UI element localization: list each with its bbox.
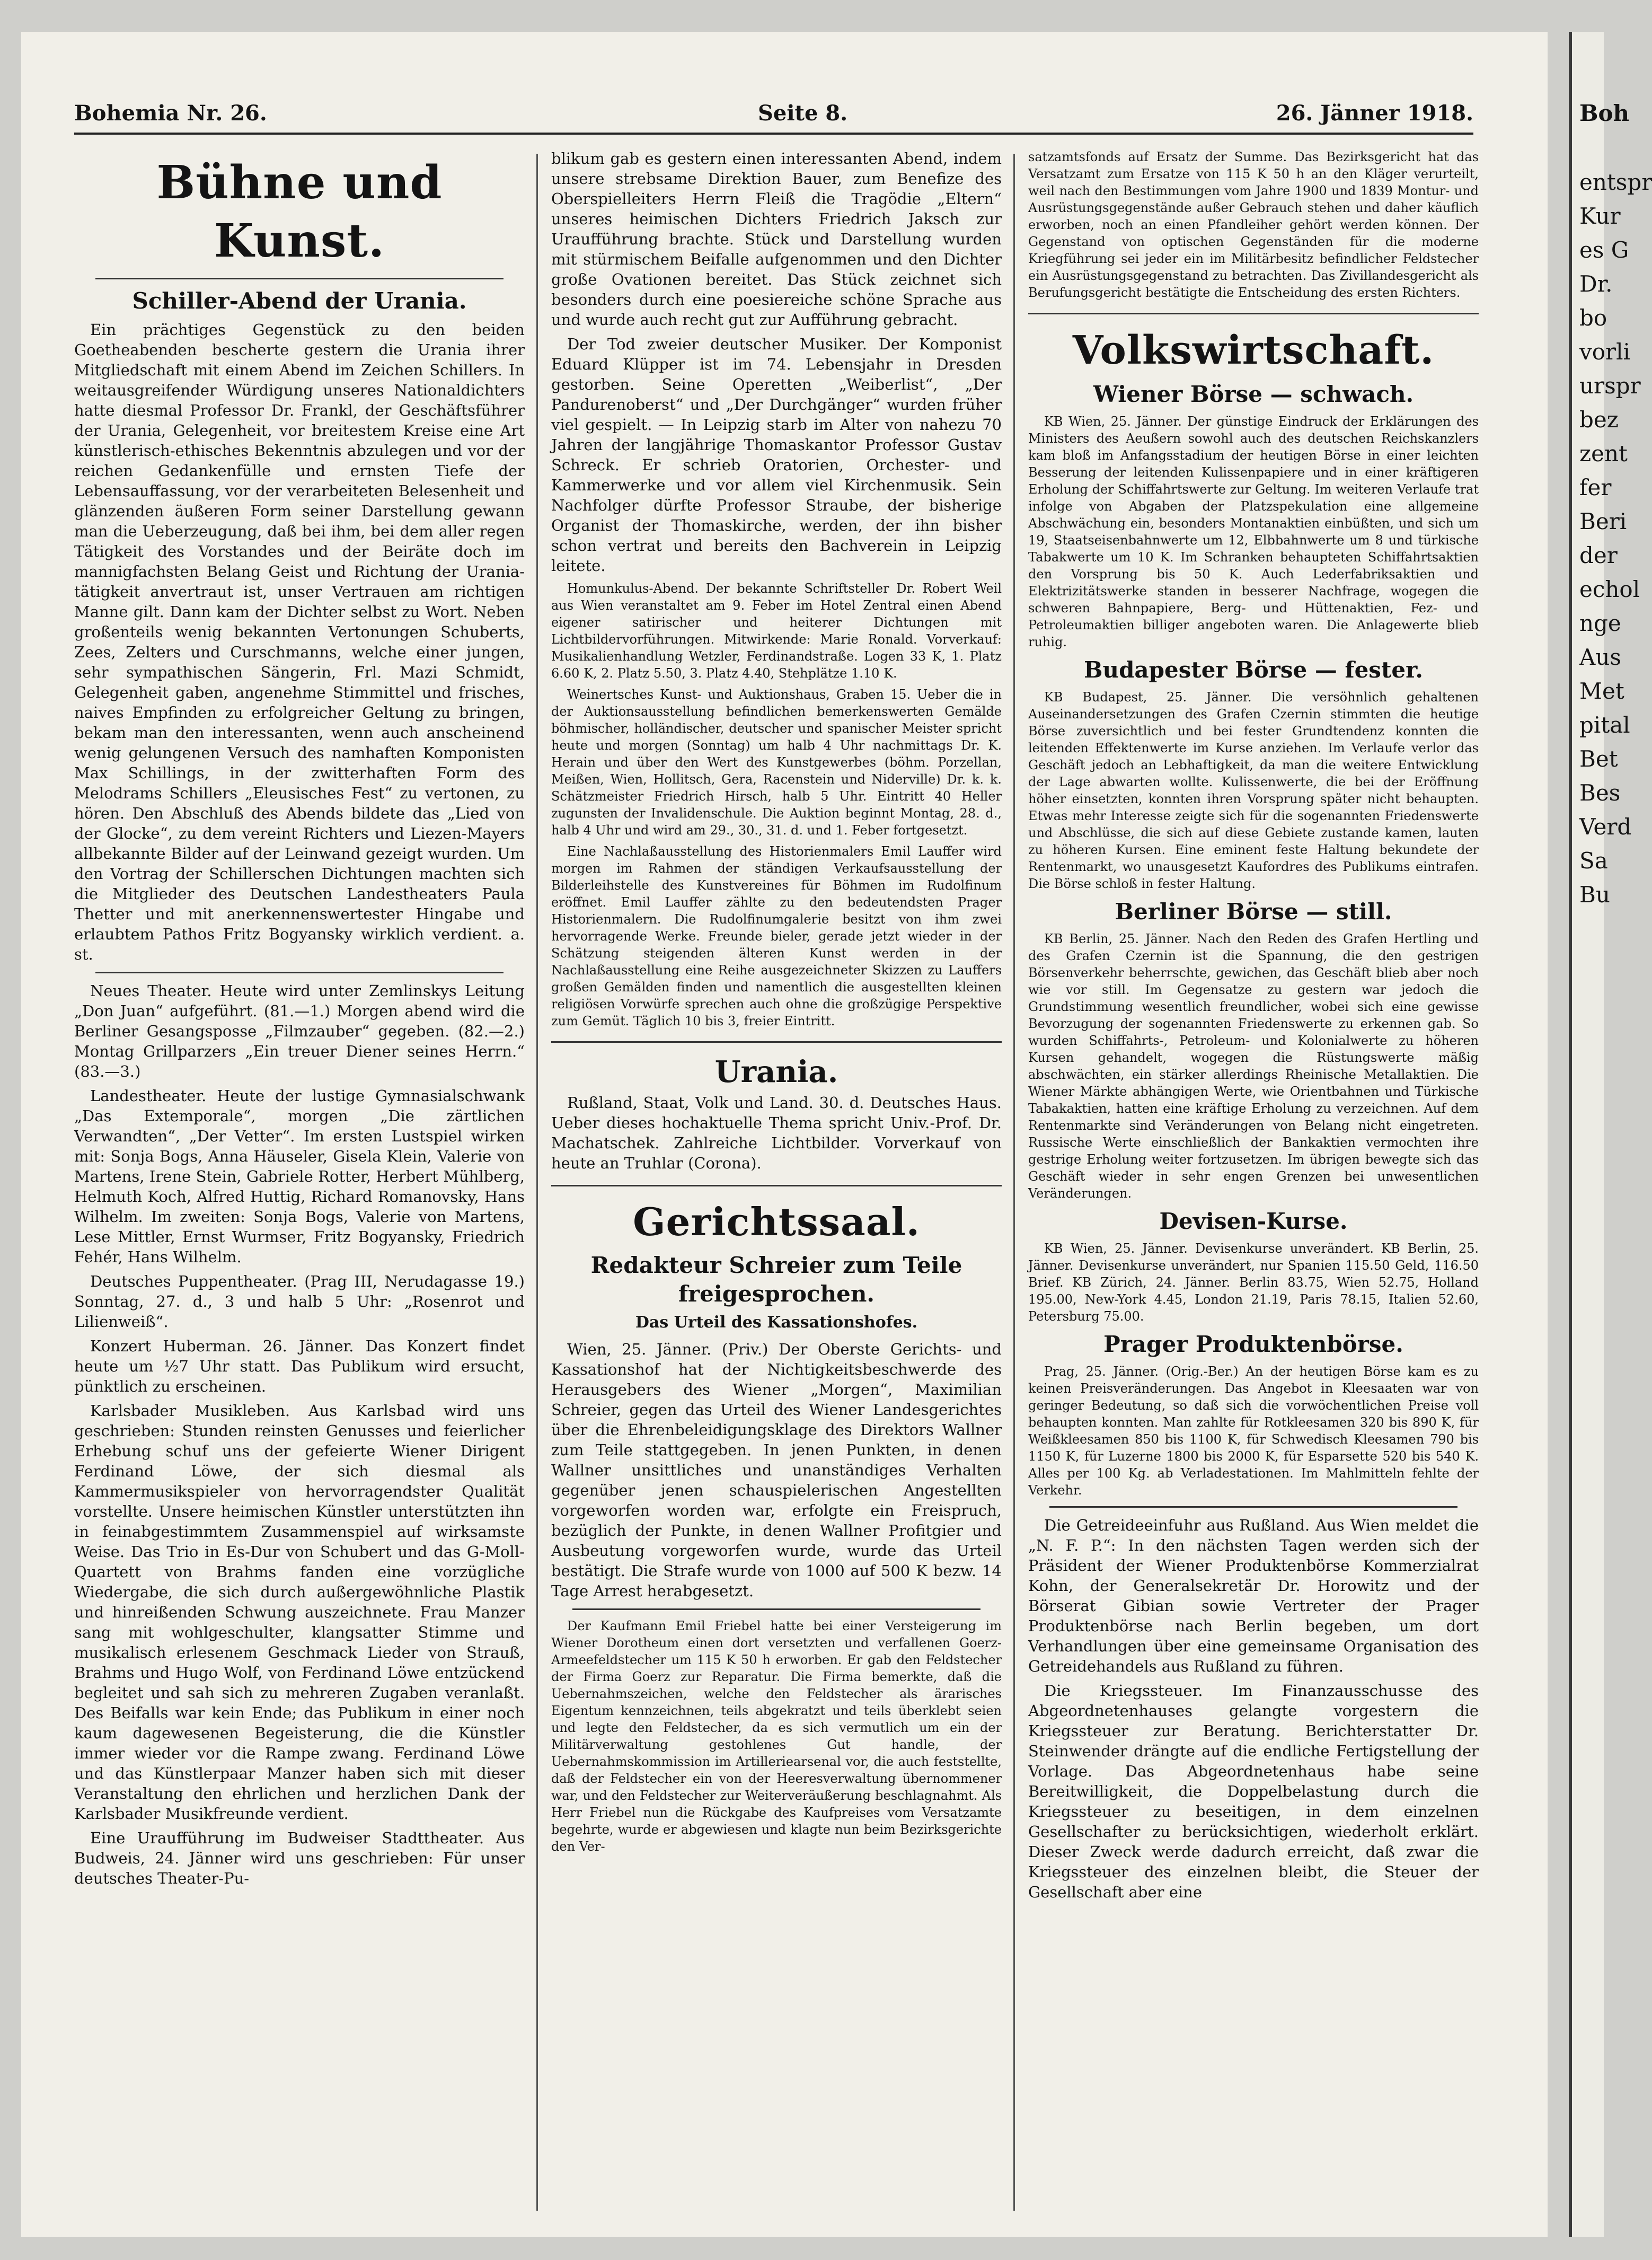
notice-homunkulus: Homunkulus-Abend. Der bekannte Schriftsteller Dr. Robert Weil aus Wien veranstaltet am 9. Feber im Hotel Zentral einen Abend eigener satirischer und heiterer Dichtungen mit Lichtbildervorführungen. Mitwirkende: Marie Ronald. Vorverkauf: Musikalienhandlung Wetzler, Ferdinandstraße. Logen 33 K, 1. Platz 6.60 K, 2. Platz 5.50, 3. Platz 4.40, Stehplätze 1.10 K. xyxy=(551,581,1002,681)
adjacent-line-fragment: pital xyxy=(1579,712,1630,738)
column-middle xyxy=(551,148,1002,2216)
adjacent-line-fragment: urspr xyxy=(1579,373,1641,399)
divider xyxy=(95,278,503,279)
divider xyxy=(551,1041,1002,1043)
notice-weinert: Weinertsches Kunst- und Auktionshaus, Graben 15. Ueber die in der Auktionsausstellung befindlichen bemerkenswerten Gemälde böhmischer, holländischer, deutscher und spanischer Meister spricht heute und morgen (Sonntag) um halb 4 Uhr nachmittags Dr. K. Herain und über den Wert des Kunstgewerbes (böhm. Porzellan, Meißen, Wien, Hollitsch, Gera, Racenstein und Niderville) Dr. k. k. Schätzmeister Friedrich Hirsch, halb 5 Uhr. Eintritt 40 Heller zugunsten der Invalidenschule. Die Auktion beginnt Montag, 28. d., halb 4 Uhr und wird am 29., 30., 31. d. und 1. Feber fortgesetzt. xyxy=(551,687,1002,838)
article-body-schreier: Wien, 25. Jänner. (Priv.) Der Oberste Gerichts- und Kassationshof hat der Nichtigkeitsbeschwerde des Herausgebers des Wiener „Morgen“, Maximilian Schreier, gegen das Urteil des Wiener Landesgerichtes über die Ehrenbeleidigungsklage des Direktors Wallner zum Teile stattgegeben. In jenen Punkten, in denen Wallner unsittliches und unanständiges Verhalten gegenüber jenen schauspielerischen Angestellten vorgeworfen worden war, erfolgte ein Freispruch, bezüglich der Punkte, in denen Wallner Profitgier und Ausbeutung vorgeworfen wurde, wurde das Urteil bestätigt. Die Strafe wurde von 1000 auf 500 K bezw. 14 Tage Arrest herabgesetzt. xyxy=(551,1340,1002,1600)
column-rule xyxy=(536,154,538,2211)
adjacent-line-fragment: Beri xyxy=(1579,508,1627,534)
notice-lauffer: Eine Nachlaßausstellung des Historienmalers Emil Lauffer wird morgen im Rahmen der ständigen Verkaufsausstellung der Bilderleihstelle des Kunstvereines für Böhmen im Rudolfinum eröffnet. Emil Lauffer zählte zu den bedeutendsten Prager Historienmalern. Die Rudolfinumgalerie besitzt von ihm zwei hervorragende Werke. Freunde bieler, gerade jetzt wieder in der Schätzung steigenden älteren Kunst werden in der Nachlaßausstellung eine Reihe ausgezeichneter Skizzen zu Lauffers großen Gemälden finden und namentlich die ausgestellten kleinen religiösen Vorwürfe sprechen auch ohne die großzügige Perspektive zum Gemüt. Täglich 10 bis 3, freier Eintritt. xyxy=(551,844,1002,1028)
report-prager-produktenboerse: Prag, 25. Jänner. (Orig.-Ber.) An der heutigen Börse kam es zu keinen Preisveränderungen. Das Angebot in Kleesaaten war von geringer Bedeutung, so daß sich die vorwöchentlichen Preise voll behaupten konnten. Man zahlte für Rotkleesamen 320 bis 890 K, für Weißkleesamen 850 bis 1100 K, für Schwedisch Kleesamen 790 bis 1150 K, für Luzerne 1800 bis 2000 K, für Esparsette 520 bis 540 K. Alles per 100 Kg. ab Verladestationen. Im Mahlmitteln fehlte der Verkehr. xyxy=(1028,1364,1479,1498)
divider xyxy=(1049,1506,1457,1508)
headline-prager-produktenboerse: Prager Produktenbörse. xyxy=(1103,1331,1403,1357)
report-berliner-boerse: KB Berlin, 25. Jänner. Nach den Reden des Grafen Hertling und des Grafen Czernin ist die Spannung, die den gestrigen Börsenverkehr beherrschte, gewichen, das Geschäft blieb aber noch wie vor still. Im Gegensatze zu gestern war jedoch die Grundstimmung wesentlich freundlicher, wobei sich eine gewisse Bevorzugung der sogenannten Friedenswerte zu erkennen gab. So wurden Schiffahrts-, Petroleum- und Kolonialwerte zu höheren Kursen gehandelt, wogegen die Rüstungswerte mäßig abschwächten, ein stärker allerdings Rheinische Metallaktien. Die Wiener Märkte abhängigen Werte, wie Orientbahnen und Türkische Tabakaktien, hatten eine kräftige Erholung zu verzeichnen. Auf dem Rentenmarkte sind Veränderungen von Belang nicht eingetreten. Russische Werte einschließlich der Bankaktien vermochten ihre gestrige Erholung weiter fortzusetzen. Im übrigen bewegte sich das Geschäft wieder in sehr engen Grenzen bei unwesentlichen Veränderungen. xyxy=(1028,931,1479,1201)
masthead-issue: Bohemia Nr. 26. xyxy=(74,101,267,126)
headline-wiener-boerse: Wiener Börse — schwach. xyxy=(1093,381,1414,407)
adjacent-line-fragment: zent xyxy=(1579,441,1628,467)
adjacent-line-fragment: Verd xyxy=(1579,814,1632,840)
urania-lecture-notice: Rußland, Staat, Volk und Land. 30. d. Deutsches Haus. Ueber dieses hochaktuelle Thema spricht Univ.-Prof. Dr. Machatschek. Zahlreiche Lichtbilder. Vorverkauf von heute an Truhlar (Corona). xyxy=(551,1094,1002,1172)
issue-date: 26. Jänner 1918. xyxy=(1276,101,1473,126)
adjacent-line-fragment: der xyxy=(1579,542,1618,568)
headline-devisen-kurse: Devisen-Kurse. xyxy=(1159,1208,1348,1234)
section-title-urania: Urania. xyxy=(714,1054,838,1089)
divider xyxy=(1028,313,1479,314)
divider xyxy=(572,1608,980,1610)
column-left xyxy=(74,148,525,2216)
section-title-gerichtssaal: Gerichtssaal. xyxy=(633,1199,920,1244)
section-title-buehne: Bühne und Kunst. xyxy=(156,156,443,268)
adjacent-header-fragment: Boh xyxy=(1579,100,1630,126)
adjacent-line-fragment: Bu xyxy=(1579,882,1610,908)
article-title-schiller: Schiller-Abend der Urania. xyxy=(132,288,467,314)
page-header xyxy=(74,90,1473,135)
page-number: Seite 8. xyxy=(758,101,848,126)
report-devisen-kurse: KB Wien, 25. Jänner. Devisenkurse unverändert. KB Berlin, 25. Jänner. Devisenkurse unverändert, nur Spanien 115.50 Geld, 116.50 Brief. KB Zürich, 24. Jänner. Berlin 83.75, Wien 52.75, Holland 195.00, New-York 4.45, London 21.19, Paris 78.15, Italien 52.60, Petersburg 75.00. xyxy=(1028,1241,1479,1324)
adjacent-line-fragment: Dr. xyxy=(1579,271,1613,297)
notice-konzert: Konzert Huberman. 26. Jänner. Das Konzert findet heute um ½7 Uhr statt. Das Publikum wird ersucht, pünktlich zu erscheinen. xyxy=(74,1337,525,1395)
continued-budweis: blikum gab es gestern einen interessanten Abend, indem unsere strebsame Direktion Bauer, zum Benefize des Oberspielleiters Herrn Fleiß die Tragödie „Eltern“ unseres heimischen Dichters Friedrich Jaksch zur Uraufführung brachte. Stück und Darstellung wurden mit stürmischem Beifalle aufgenommen und den Dichter große Ovationen bereitet. Das Stück zeichnet sich besonders durch eine poesiereiche schöne Sprache aus und wurde auch recht gut zur Aufführung gebracht. xyxy=(551,150,1002,329)
notice-landestheater: Landestheater. Heute der lustige Gymnasialschwank „Das Extemporale“, morgen „Die zärtlichen Verwandten“, „Der Vetter“. Im ersten Lustspiel wirken mit: Sonja Bogs, Anna Häuseler, Gisela Klein, Valerie von Martens, Irene Stein, Gabriele Rotter, Herbert Mühlberg, Helmuth Koch, Alfred Huttig, Richard Romanovsky, Hans Wilhelm. Im zweiten: Sonja Bogs, Valerie von Martens, Lese Mittler, Ernst Wurmser, Fritz Bogyansky, Friedrich Fehér, Hans Wilhelm. xyxy=(74,1087,525,1266)
adjacent-line-fragment: Aus xyxy=(1579,644,1621,670)
headline-berliner-boerse: Berliner Börse — still. xyxy=(1115,899,1392,925)
headline-budapester-boerse: Budapester Börse — fester. xyxy=(1084,657,1423,683)
notice-budweis: Eine Uraufführung im Budweiser Stadttheater. Aus Budweis, 24. Jänner wird uns geschrieben: Für unser deutsches Theater-Pu- xyxy=(74,1829,525,1887)
section-title-volkswirtschaft: Volkswirtschaft. xyxy=(1072,328,1435,373)
adjacent-line-fragment: vorli xyxy=(1579,339,1630,365)
article-subtitle-kassation: Das Urteil des Kassationshofes. xyxy=(635,1313,918,1332)
adjacent-line-fragment: Sa xyxy=(1579,848,1608,874)
adjacent-line-fragment: entspr xyxy=(1579,169,1652,195)
divider xyxy=(551,1185,1002,1186)
article-title-schreier: Redakteur Schreier zum Teile freigesprochen. xyxy=(590,1252,962,1307)
adjacent-line-fragment: es G xyxy=(1579,237,1629,263)
newspaper-page xyxy=(21,32,1548,2237)
adjacent-page-edge xyxy=(1569,32,1652,2237)
adjacent-line-fragment: nge xyxy=(1579,610,1621,636)
adjacent-line-fragment: Kur xyxy=(1579,203,1621,229)
notice-karlsbad: Karlsbader Musikleben. Aus Karlsbad wird uns geschrieben: Stunden reinsten Genusses und feierlicher Erhebung schuf uns der gefeierte Wiener Dirigent Ferdinand Löwe, der sich diesmal als Kammermusikspieler von hervorragendster Qualität vorstellte. Unsere heimischen Künstler unterstützten ihn in feinabgestimmtem Zusammenspiel auf wirksamste Weise. Das Trio in Es-Dur von Schubert und das G-Moll-Quartett von Brahms fanden eine vorzügliche Wiedergabe, die sich durch außergewöhnliche Plastik und hinreißenden Schwung auszeichnete. Frau Manzer sang mit wohlgeschulter, klangsatter Stimme und musikalisch erlesenem Geschmack Lieder von Strauß, Brahms und Hugo Wolf, von Ferdinand Löwe entzückend begleitet und sah sich zu mehreren Zugaben veranlaßt. Des Beifalls war kein Ende; das Publikum in einer noch kaum dagewesenen Begeisterung, die die Künstler immer wieder vor die Rampe zwang. Ferdinand Löwe und das Künstlerpaar Manzer haben sich mit dieser Veranstaltung den ehrlichen und herzlichen Dank der Karlsbader Musikfreunde verdient. xyxy=(74,1402,525,1823)
adjacent-line-fragment: bez xyxy=(1579,407,1619,433)
notice-neues-theater: Neues Theater. Heute wird unter Zemlinskys Leitung „Don Juan“ aufgeführt. (81.—1.) Morgen abend wird die Berliner Gesangsposse „Filmzauber“ gegeben. (82.—2.) Montag Grillparzers „Ein treuer Diener seines Herrn.“ (83.—3.) xyxy=(74,982,525,1080)
article-body-friebel: Der Kaufmann Emil Friebel hatte bei einer Versteigerung im Wiener Dorotheum einen dort versetzten und verfallenen Goerz-Armeefeldstecher um 115 K 50 h erworben. Er gab den Feldstecher der Firma Goerz zur Reparatur. Die Firma bemerkte, daß die Uebernahmszeichen, welche den Feldstecher als ärarisches Eigentum kennzeichnen, teils abgekratzt und teils überklebt seien und legte den Feldstecher, da es sich vermutlich um ein der Militärverwaltung gestohlenes Gut handle, der Uebernahmskommission im Artilleriearsenal vor, die auch feststellte, daß der Feldstecher ein von der Heeresverwaltung übernommener war, und den Feldstecher zur Weiterveräußerung beschlagnahmt. Als Herr Friebel nun die Rückgabe des Kaufpreises vom Versatzamte begehrte, wurde er abgewiesen und klagte nun beim Bezirksgerichte den Ver- xyxy=(551,1619,1002,1854)
continued-friebel: satzamtsfonds auf Ersatz der Summe. Das Bezirksgericht hat das Versatzamt zum Ersatze von 115 K 50 h an den Kläger verurteilt, weil nach den Bestimmungen vom Jahre 1900 und 1839 Montur- und Ausrüstungsgegenstände außer Gebrauch stehen und daher käuflich erworben, noch an einen Pfandleiher gehört werden können. Der Gegenstand von optischen Gegenständen für die moderne Kriegführung sei jeder ein im Militärbesitz befindlicher Feldstecher ein Ausrüstungsgegenstand zu betrachten. Das Zivillandesgericht als Berufungsgericht bestätigte die Entscheidung des ersten Richters. xyxy=(1028,150,1479,300)
report-budapester-boerse: KB Budapest, 25. Jänner. Die versöhnlich gehaltenen Auseinandersetzungen des Grafen Czernin stimmten die heutige Börse zuversichtlich und bei fester Grundtendenz konnten die leitenden Effektenwerte im Kurse anziehen. Im Verlaufe verlor das Geschäft jedoch an Lebhaftigkeit, da man die weitere Entwicklung der Lage abwarten wollte. Kulissenwerte, die bei der Eröffnung höher einsetzten, konnten ihren Vorsprung später nicht behaupten. Etwas mehr Interesse zeigte sich für die sogenannten Friedenswerte und Abschlüsse, die sich auf diese Gebiete zustande kamen, lauten zu höheren Kursen. Eine eminent feste Haltung bekundete der Rentenmarkt, wo unausgesetzt Kaufordres des Publikums eintrafen. Die Börse schloß in fester Haltung. xyxy=(1028,690,1479,891)
notice-kriegssteuer: Die Kriegssteuer. Im Finanzausschusse des Abgeordnetenhauses gelangte vorgestern die Kriegssteuer zur Beratung. Berichterstatter Dr. Steinwender drängte auf die endliche Fertigstellung der Vorlage. Das Abgeordnetenhaus habe seine Bereitwilligkeit, die Doppelbelastung durch die Kriegssteuer zu beseitigen, in dem einzelnen Gesellschafter zu berücksichtigen, wiederholt erklärt. Dieser Zweck werde dadurch erreicht, daß zwar die Kriegssteuer des einzelnen bleibt, die Steuer der Gesellschaft aber eine xyxy=(1028,1682,1479,1901)
notice-puppentheater: Deutsches Puppentheater. (Prag III, Nerudagasse 19.) Sonntag, 27. d., 3 und halb 5 Uhr: „Rosenrot und Lilienweiß“. xyxy=(74,1272,525,1331)
column-right xyxy=(1028,148,1479,2216)
adjacent-line-fragment: Bes xyxy=(1579,780,1621,806)
divider xyxy=(95,972,503,973)
adjacent-line-fragment: bo xyxy=(1579,305,1607,331)
adjacent-line-fragment: Bet xyxy=(1579,746,1618,772)
notice-getreideeinfuhr: Die Getreideeinfuhr aus Rußland. Aus Wien meldet die „N. F. P.“: In den nächsten Tagen werden sich der Präsident der Wiener Produktenbörse Kommerzialrat Kohn, der Generalsekretär Dr. Horowitz und der Börserat Gibian sowie Vertreter der Prager Produktenbörse nach Berlin begeben, um dort Verhandlungen über eine gemeinsame Organisation des Getreidehandels aus Rußland zu führen. xyxy=(1028,1516,1479,1675)
adjacent-line-fragment: Met xyxy=(1579,678,1624,704)
adjacent-line-fragment: echol xyxy=(1579,576,1640,602)
column-rule xyxy=(1013,154,1015,2211)
notice-tod-musiker: Der Tod zweier deutscher Musiker. Der Komponist Eduard Klüpper ist im 74. Lebensjahr in Dresden gestorben. Seine Operetten „Weiberlist“, „Der Pandurenoberst“ und „Der Durchgänger“ wurden früher viel gespielt. — In Leipzig starb im Alter von nahezu 70 Jahren der langjährige Thomaskantor Professor Gustav Schreck. Er schrieb Oratorien, Orchester- und Kammerwerke und vor allem viel Kirchenmusik. Sein Nachfolger dürfte Professor Straube, der bisherige Organist der Thomaskirche, werden, der ihn bisher schon vertrat und bereits den Bachverein in Leipzig leitete. xyxy=(551,335,1002,575)
adjacent-line-fragment: fer xyxy=(1579,474,1612,500)
report-wiener-boerse: KB Wien, 25. Jänner. Der günstige Eindruck der Erklärungen des Ministers des Aeußern sowohl auch des deutschen Reichskanzlers kam bloß im Anfangsstadium der heutigen Börse in einer leichten Besserung der leitenden Kulissenpapiere und in einer kräftigeren Erholung der Schiffahrtswerte zur Geltung. Im weiteren Verlaufe trat infolge von Abgaben der Platzspekulation eine allgemeine Abschwächung ein, besonders Montanaktien einbüßten, und sich um 19, Staatseisenbahnwerte um 12, Elbbahnwerte um 8 und türkische Tabakwerte um 10 K. Im Schranken behaupteten Schiffahrtsaktien den Vorsprung bis 50 K. Auch Lederfabriksaktien und Elektrizitätswerke standen in besserer Nachfrage, wogegen die schweren Bahnpapiere, Berg- und Hüttenaktien, Fez- und Petroleumaktien billiger angeboten waren. Die Anlagewerte blieb ruhig. xyxy=(1028,414,1479,649)
article-body-schiller: Ein prächtiges Gegenstück zu den beiden Goetheabenden bescherte gestern die Urania ihrer Mitgliedschaft mit einem Abend im Zeichen Schillers. In weitausgreifender Würdigung unseres Nationaldichters hatte diesmal Professor Dr. Frankl, der Geschäftsführer der Urania, Gelegenheit, vor breitestem Kreise eine Art künstlerisch-ethisches Bekenntnis abzulegen und vor der reichen Gedankenfülle und ernsten Tiefe der Lebensauffassung, vor der verarbeiteten Belesenheit und glänzenden äußeren Form seiner Darstellung gewann man die Ueberzeugung, daß bei ihm, bei dem aller regen Tätigkeit des Vorstandes und der Beiräte doch im mannigfachsten Belang Geist und Richtung der Urania-tätigkeit anvertraut ist, unser Vertrauen am richtigen Manne gilt. Dann kam der Dichter selbst zu Wort. Neben großenteils wenig bekannten Vertonungen Schuberts, Zees, Zelters und Curschmanns, welche einer jungen, sehr sympathischen Sängerin, Frl. Mazi Schmidt, Gelegenheit gaben, angenehme Stimmittel und frisches, naives Empfinden zu erfolgreicher Geltung zu bringen, bekam man den interessanten, wenn auch anscheinend wenig gelungenen Versuch des namhaften Komponisten Max Schillings, in der zwitterhaften Form des Melodrams Schillers „Eleusisches Fest“ zu vertonen, zu hören. Den Abschluß des Abends bildete das „Lied von der Glocke“, zu dem vereint Richters und Liezen-Mayers allbekannte Bilder auf der Leinwand gezeigt wurden. Um den Vortrag der Schillerschen Dichtungen machten sich die Mitglieder des Deutschen Landestheaters Paula Thetter und mit anerkennenswertester Hingabe und erlaubtem Pathos Fritz Bogyansky wirklich verdient. a. st. xyxy=(74,321,525,963)
